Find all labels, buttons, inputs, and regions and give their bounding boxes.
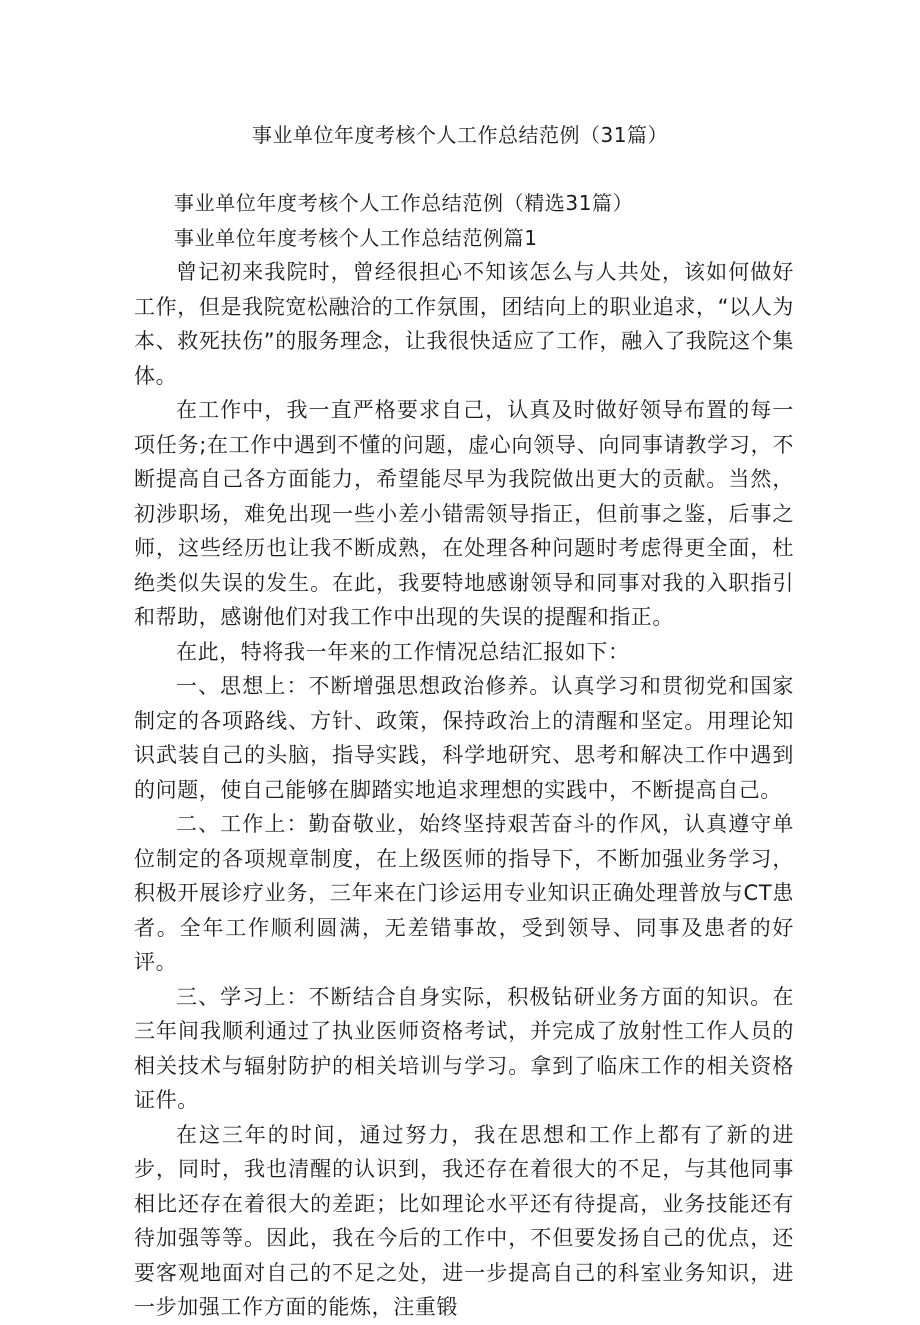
document-title: 事业单位年度考核个人工作总结范例（31篇）: [252, 123, 668, 147]
paragraph-ideology: 一、思想上：不断增强思想政治修养。认真学习和贯彻党和国家制定的各项路线、方针、政策，保持政治上的清醒和坚定。用理论知识武装自己的头脑，指导实践，科学地研究、思考和解决工作中遇到的问题，使自己能够在脚踏实地追求理想的实践中，不断提高自己。: [134, 674, 794, 802]
document-body: [134, 186, 794, 1325]
paragraph-intro: 曾记初来我院时，曾经很担心不知该怎么与人共处，该如何做好工作，但是我院宽松融洽的工作氛围，团结向上的职业追求，“以人为本、救死扶伤”的服务理念，让我很快适应了工作，融入了我院这个集体。: [134, 260, 794, 388]
paragraph-study: 三、学习上：不断结合自身实际，积极钻研业务方面的知识。在三年间我顺利通过了执业医师资格考试，并完成了放射性工作人员的相关技术与辐射防护的相关培训与学习。拿到了临床工作的相关资格证件。: [134, 984, 794, 1112]
document-subtitle: 事业单位年度考核个人工作总结范例（精选31篇）: [174, 191, 634, 215]
paragraph-work: 二、工作上：勤奋敬业，始终坚持艰苦奋斗的作风，认真遵守单位制定的各项规章制度，在上级医师的指导下，不断加强业务学习，积极开展诊疗业务，三年来在门诊运用专业知识正确处理普放与CT患者。全年工作顺利圆满，无差错事故，受到领导、同事及患者的好评。: [134, 812, 794, 974]
paragraph-reflection: 在这三年的时间，通过努力，我在思想和工作上都有了新的进步，同时，我也清醒的认识到，我还存在着很大的不足，与其他同事相比还存在着很大的差距；比如理论水平还有待提高，业务技能还有待加强等等。因此，我在今后的工作中，不但要发扬自己的优点，还要客观地面对自己的不足之处，进一步提高自己的科室业务知识，进一步加强工作方面的能炼，注重锻: [134, 1122, 794, 1319]
section-heading: 事业单位年度考核个人工作总结范例篇1: [174, 225, 538, 250]
paragraph-summary-lead: 在此，特将我一年来的工作情况总结汇报如下：: [176, 639, 630, 664]
paragraph-work-attitude: 在工作中，我一直严格要求自己，认真及时做好领导布置的每一项任务;在工作中遇到不懂的问题，虚心向领导、向同事请教学习，不断提高自己各方面能力，希望能尽早为我院做出更大的贡献。当然，初涉职场，难免出现一些小差小错需领导指正，但前事之鉴，后事之师，这些经历也让我不断成熟，在处理各种问题时考虑得更全面，杜绝类似失误的发生。在此，我要特地感谢领导和同事对我的入职指引和帮助，感谢他们对我工作中出现的失误的提醒和指正。: [134, 398, 794, 629]
